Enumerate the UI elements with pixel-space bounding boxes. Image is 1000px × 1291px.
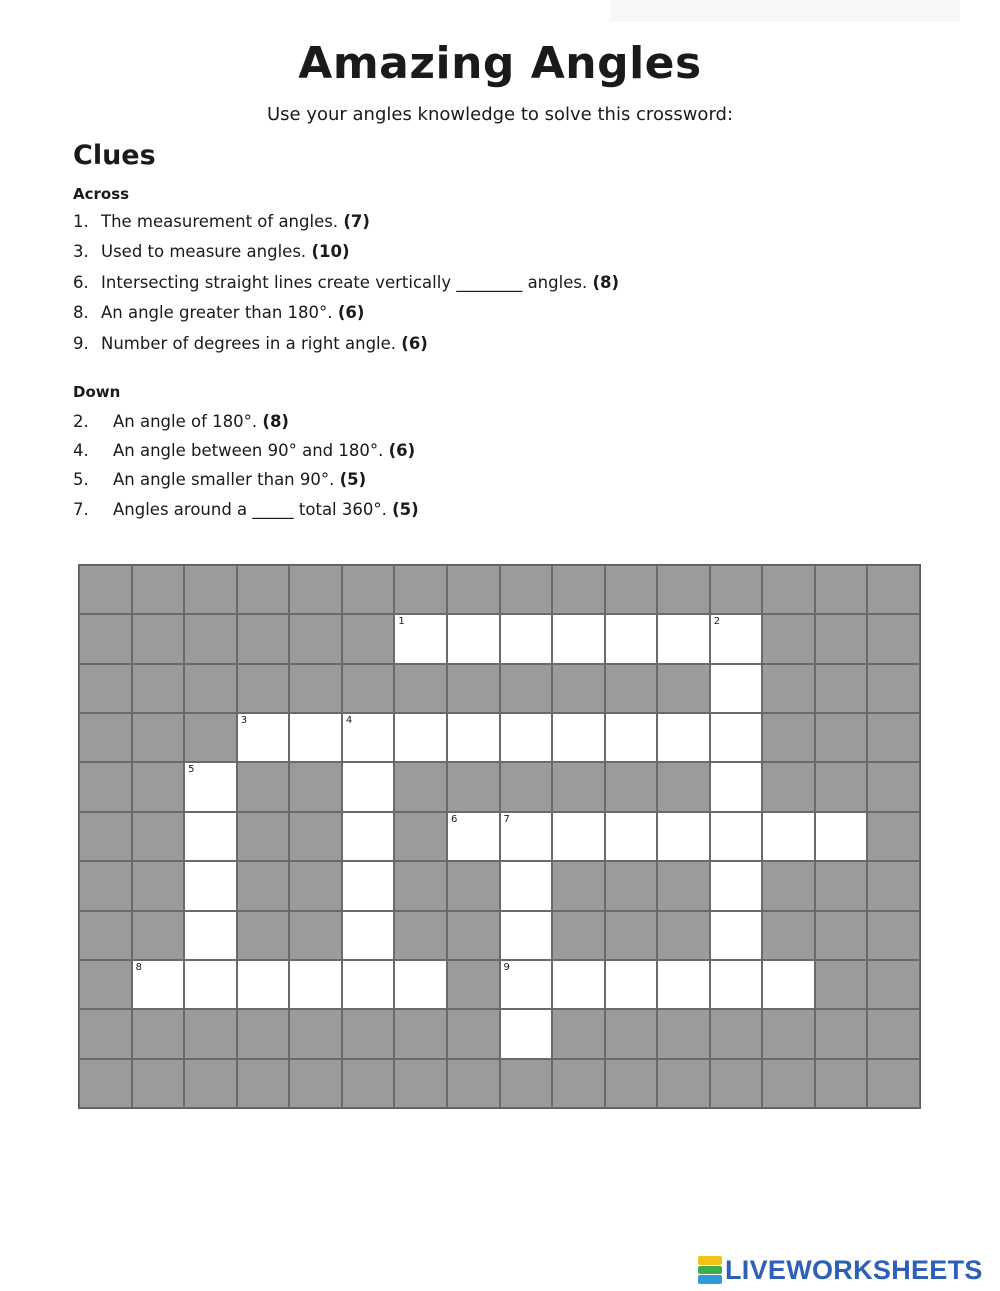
blocked-cell xyxy=(394,1009,447,1058)
logo-text: LIVEWORKSHEETS xyxy=(725,1254,983,1285)
blocked-cell xyxy=(79,565,132,614)
blocked-cell xyxy=(867,664,920,713)
blocked-cell xyxy=(184,664,237,713)
answer-cell[interactable] xyxy=(500,861,553,910)
answer-cell[interactable] xyxy=(500,614,553,663)
answer-cell[interactable] xyxy=(184,812,237,861)
answer-cell[interactable] xyxy=(657,960,710,1009)
blocked-cell xyxy=(867,614,920,663)
clue-text: The measurement of angles. xyxy=(101,212,339,231)
blocked-cell xyxy=(552,1009,605,1058)
clue-number: 4. xyxy=(73,441,89,460)
blocked-cell xyxy=(762,1009,815,1058)
blocked-cell xyxy=(815,960,868,1009)
answer-cell[interactable] xyxy=(815,812,868,861)
cell-number: 6 xyxy=(450,813,458,825)
clue-text: Used to measure angles. xyxy=(101,242,307,261)
answer-cell[interactable] xyxy=(184,861,237,910)
answer-cell[interactable] xyxy=(552,614,605,663)
clue-count: (8) xyxy=(262,412,289,431)
blocked-cell xyxy=(184,565,237,614)
blocked-cell xyxy=(762,713,815,762)
blocked-cell xyxy=(657,762,710,811)
answer-cell[interactable] xyxy=(657,812,710,861)
blocked-cell xyxy=(815,664,868,713)
clue-text: An angle of 180°. xyxy=(113,412,263,431)
clue-number: 3. xyxy=(73,242,89,261)
blocked-cell xyxy=(289,565,342,614)
answer-cell[interactable] xyxy=(710,762,763,811)
answer-cell[interactable] xyxy=(710,664,763,713)
clue-count: (5) xyxy=(339,470,367,489)
clue-number: 2. xyxy=(73,412,89,431)
blocked-cell xyxy=(132,911,185,960)
answer-cell[interactable] xyxy=(500,812,553,861)
blocked-cell xyxy=(237,565,290,614)
blocked-cell xyxy=(815,762,868,811)
blocked-cell xyxy=(289,911,342,960)
blocked-cell xyxy=(132,614,185,663)
blocked-cell xyxy=(657,911,710,960)
blocked-cell xyxy=(79,762,132,811)
across-clue-3 xyxy=(73,242,349,261)
answer-cell[interactable] xyxy=(184,762,237,811)
down-clue-2 xyxy=(73,412,289,431)
answer-cell[interactable] xyxy=(710,960,763,1009)
blocked-cell xyxy=(710,1059,763,1108)
blocked-cell xyxy=(762,565,815,614)
cell-number: 8 xyxy=(135,961,142,973)
answer-cell[interactable] xyxy=(237,713,290,762)
blocked-cell xyxy=(552,565,605,614)
answer-cell[interactable] xyxy=(657,614,710,663)
print-mark xyxy=(132,1188,140,1190)
blocked-cell xyxy=(762,911,815,960)
worksheet-title: Amazing Angles xyxy=(298,38,702,89)
blocked-cell xyxy=(394,762,447,811)
clue-text: An angle smaller than 90°. xyxy=(113,470,335,489)
blocked-cell xyxy=(394,1059,447,1108)
across-clue-6 xyxy=(73,273,619,292)
blocked-cell xyxy=(289,861,342,910)
answer-cell[interactable] xyxy=(342,713,395,762)
blocked-cell xyxy=(500,762,553,811)
down-clue-5 xyxy=(73,470,366,489)
answer-cell[interactable] xyxy=(710,861,763,910)
answer-cell[interactable] xyxy=(762,960,815,1009)
liveworksheets-mark-icon xyxy=(698,1256,722,1284)
answer-cell[interactable] xyxy=(710,812,763,861)
blocked-cell xyxy=(710,565,763,614)
blocked-cell xyxy=(79,812,132,861)
blocked-cell xyxy=(605,762,658,811)
blocked-cell xyxy=(79,861,132,910)
blocked-cell xyxy=(237,1009,290,1058)
blocked-cell xyxy=(394,812,447,861)
blocked-cell xyxy=(394,861,447,910)
across-clue-1 xyxy=(73,212,370,231)
logo-block xyxy=(698,1266,722,1275)
clue-number: 8. xyxy=(73,303,89,322)
blocked-cell xyxy=(762,664,815,713)
across-clue-8 xyxy=(73,303,364,322)
blocked-cell xyxy=(762,762,815,811)
answer-cell[interactable] xyxy=(710,911,763,960)
clue-number: 9. xyxy=(73,334,89,353)
blocked-cell xyxy=(762,1059,815,1108)
answer-cell[interactable] xyxy=(500,713,553,762)
answer-cell[interactable] xyxy=(342,861,395,910)
blocked-cell xyxy=(132,713,185,762)
answer-cell[interactable] xyxy=(605,614,658,663)
clue-count: (6) xyxy=(337,303,365,322)
clue-count: (10) xyxy=(311,242,350,261)
blocked-cell xyxy=(132,861,185,910)
blocked-cell xyxy=(289,664,342,713)
blocked-cell xyxy=(815,861,868,910)
blocked-cell xyxy=(447,861,500,910)
blocked-cell xyxy=(657,664,710,713)
blocked-cell xyxy=(79,614,132,663)
blocked-cell xyxy=(79,713,132,762)
answer-cell[interactable] xyxy=(762,812,815,861)
blocked-cell xyxy=(657,1059,710,1108)
blocked-cell xyxy=(657,1009,710,1058)
cell-number: 7 xyxy=(503,813,510,825)
answer-cell[interactable] xyxy=(394,713,447,762)
clue-text: An angle greater than 180°. xyxy=(101,303,333,322)
blocked-cell xyxy=(289,614,342,663)
answer-cell[interactable] xyxy=(500,911,553,960)
blocked-cell xyxy=(447,960,500,1009)
blocked-cell xyxy=(762,861,815,910)
answer-cell[interactable] xyxy=(447,713,500,762)
blocked-cell xyxy=(132,1009,185,1058)
blocked-cell xyxy=(867,713,920,762)
answer-cell[interactable] xyxy=(605,960,658,1009)
blocked-cell xyxy=(605,664,658,713)
answer-cell[interactable] xyxy=(342,812,395,861)
blocked-cell xyxy=(394,664,447,713)
cell-number: 3 xyxy=(240,715,248,727)
clues-heading: Clues xyxy=(73,140,156,171)
blocked-cell xyxy=(447,1059,500,1108)
blocked-cell xyxy=(184,1059,237,1108)
blocked-cell xyxy=(605,861,658,910)
blocked-cell xyxy=(394,911,447,960)
blocked-cell xyxy=(289,1009,342,1058)
answer-cell[interactable] xyxy=(342,911,395,960)
blocked-cell xyxy=(342,664,395,713)
down-clue-7 xyxy=(73,500,419,519)
blocked-cell xyxy=(132,812,185,861)
blocked-cell xyxy=(289,1059,342,1108)
blocked-cell xyxy=(342,1009,395,1058)
answer-cell[interactable] xyxy=(132,960,185,1009)
clue-count: (7) xyxy=(343,212,370,231)
blocked-cell xyxy=(605,1009,658,1058)
blocked-cell xyxy=(237,762,290,811)
blocked-cell xyxy=(132,762,185,811)
blocked-cell xyxy=(79,1059,132,1108)
down-clue-4 xyxy=(73,441,415,460)
blocked-cell xyxy=(132,1059,185,1108)
blocked-cell xyxy=(552,861,605,910)
blocked-cell xyxy=(132,565,185,614)
cell-number: 5 xyxy=(188,764,195,776)
blocked-cell xyxy=(867,812,920,861)
answer-cell[interactable] xyxy=(657,713,710,762)
blocked-cell xyxy=(657,565,710,614)
cell-number: 9 xyxy=(503,961,510,973)
blocked-cell xyxy=(867,762,920,811)
answer-cell[interactable] xyxy=(447,812,500,861)
blocked-cell xyxy=(815,911,868,960)
clue-count: (6) xyxy=(401,334,428,353)
blocked-cell xyxy=(184,614,237,663)
blocked-cell xyxy=(552,911,605,960)
clue-text: Intersecting straight lines create vertically ________ angles. xyxy=(101,273,588,292)
clue-number: 5. xyxy=(73,470,89,489)
answer-cell[interactable] xyxy=(184,960,237,1009)
cell-number: 2 xyxy=(713,616,721,628)
blocked-cell xyxy=(342,1059,395,1108)
blocked-cell xyxy=(867,960,920,1009)
liveworksheets-logo xyxy=(698,1254,983,1286)
clue-number: 6. xyxy=(73,273,89,292)
across-clue-9 xyxy=(73,334,428,353)
answer-cell[interactable] xyxy=(184,911,237,960)
answer-cell[interactable] xyxy=(289,713,342,762)
blocked-cell xyxy=(342,565,395,614)
blocked-cell xyxy=(289,762,342,811)
answer-cell[interactable] xyxy=(605,713,658,762)
clue-text: An angle between 90° and 180°. xyxy=(113,441,384,460)
blocked-cell xyxy=(762,614,815,663)
blocked-cell xyxy=(605,565,658,614)
blocked-cell xyxy=(237,614,290,663)
blocked-cell xyxy=(867,1009,920,1058)
blocked-cell xyxy=(237,1059,290,1108)
blocked-cell xyxy=(79,911,132,960)
blocked-cell xyxy=(710,1009,763,1058)
answer-cell[interactable] xyxy=(710,713,763,762)
blocked-cell xyxy=(237,664,290,713)
blocked-cell xyxy=(815,614,868,663)
blocked-cell xyxy=(447,565,500,614)
blocked-cell xyxy=(237,911,290,960)
answer-cell[interactable] xyxy=(710,614,763,663)
blocked-cell xyxy=(605,1059,658,1108)
answer-cell[interactable] xyxy=(394,960,447,1009)
clue-text: Angles around a _____ total 360°. xyxy=(113,500,393,519)
top-strip xyxy=(610,0,960,22)
blocked-cell xyxy=(867,565,920,614)
answer-cell[interactable] xyxy=(447,614,500,663)
answer-cell[interactable] xyxy=(552,812,605,861)
blocked-cell xyxy=(500,664,553,713)
blocked-cell xyxy=(184,1009,237,1058)
worksheet-subtitle: Use your angles knowledge to solve this crossword: xyxy=(266,104,734,125)
blocked-cell xyxy=(447,911,500,960)
blocked-cell xyxy=(867,1059,920,1108)
blocked-cell xyxy=(447,664,500,713)
answer-cell[interactable] xyxy=(500,960,553,1009)
answer-cell[interactable] xyxy=(342,762,395,811)
logo-block xyxy=(698,1256,722,1265)
answer-cell[interactable] xyxy=(500,1009,553,1058)
crossword-grid xyxy=(78,564,921,1109)
blocked-cell xyxy=(79,1009,132,1058)
blocked-cell xyxy=(394,565,447,614)
blocked-cell xyxy=(867,861,920,910)
clue-count: (8) xyxy=(592,273,620,292)
blocked-cell xyxy=(500,565,553,614)
blocked-cell xyxy=(289,812,342,861)
blocked-cell xyxy=(500,1059,553,1108)
answer-cell[interactable] xyxy=(237,960,290,1009)
blocked-cell xyxy=(657,861,710,910)
blocked-cell xyxy=(79,960,132,1009)
blocked-cell xyxy=(447,762,500,811)
answer-cell[interactable] xyxy=(605,812,658,861)
clue-text: Number of degrees in a right angle. xyxy=(101,334,397,353)
logo-block xyxy=(698,1275,722,1284)
blocked-cell xyxy=(184,713,237,762)
answer-cell[interactable] xyxy=(552,713,605,762)
answer-cell[interactable] xyxy=(289,960,342,1009)
blocked-cell xyxy=(132,664,185,713)
blocked-cell xyxy=(447,1009,500,1058)
clue-number: 1. xyxy=(73,212,89,231)
down-label: Down xyxy=(73,383,121,401)
answer-cell[interactable] xyxy=(394,614,447,663)
blocked-cell xyxy=(815,1059,868,1108)
cell-number: 4 xyxy=(345,715,353,727)
blocked-cell xyxy=(342,614,395,663)
clue-count: (6) xyxy=(388,441,416,460)
blocked-cell xyxy=(552,762,605,811)
blocked-cell xyxy=(815,713,868,762)
blocked-cell xyxy=(552,1059,605,1108)
blocked-cell xyxy=(815,1009,868,1058)
clue-number: 7. xyxy=(73,500,89,519)
blocked-cell xyxy=(237,812,290,861)
clue-count: (5) xyxy=(392,500,419,519)
across-label: Across xyxy=(73,185,130,203)
blocked-cell xyxy=(605,911,658,960)
cell-number: 1 xyxy=(398,616,405,628)
answer-cell[interactable] xyxy=(342,960,395,1009)
answer-cell[interactable] xyxy=(552,960,605,1009)
blocked-cell xyxy=(552,664,605,713)
blocked-cell xyxy=(237,861,290,910)
blocked-cell xyxy=(79,664,132,713)
blocked-cell xyxy=(867,911,920,960)
blocked-cell xyxy=(815,565,868,614)
